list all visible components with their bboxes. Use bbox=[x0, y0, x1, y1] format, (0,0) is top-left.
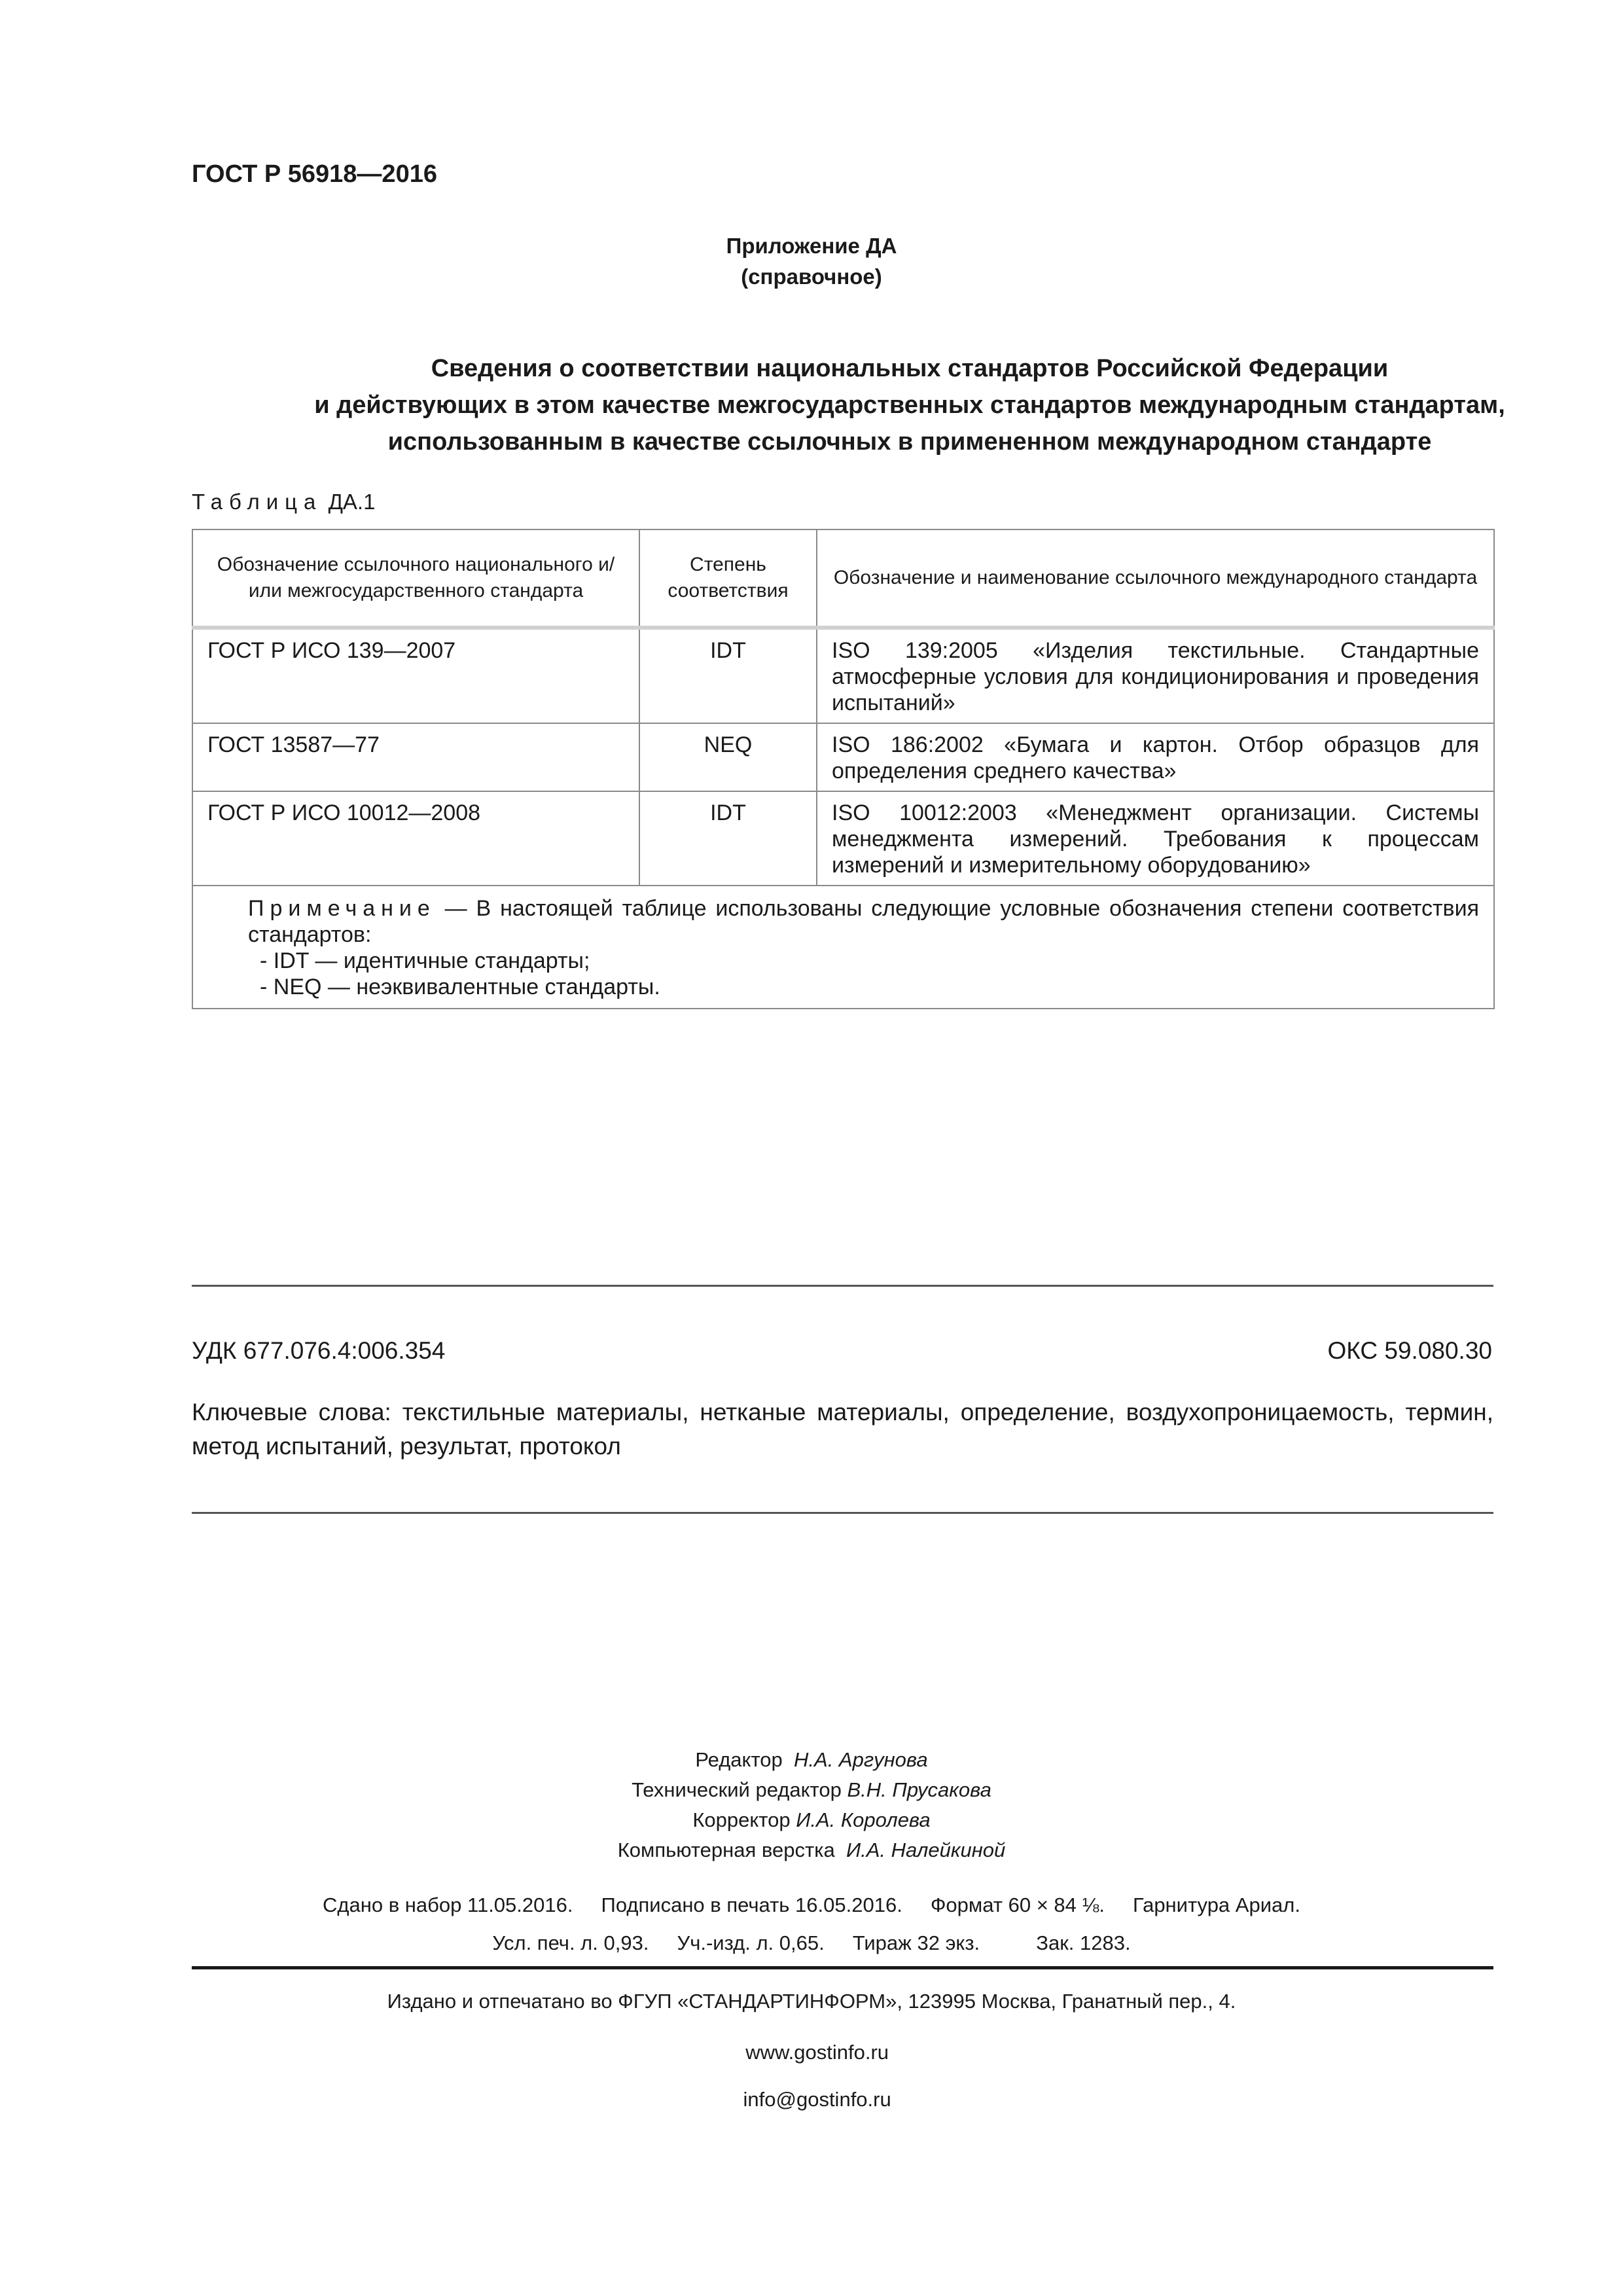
credit-role: Технический редактор bbox=[632, 1778, 842, 1801]
heading-line-1: Сведения о соответствии национальных стандартов Российской Федерации bbox=[431, 355, 1389, 382]
appendix-title: Приложение ДА bbox=[726, 234, 897, 258]
publisher-line: Издано и отпечатано во ФГУП «СТАНДАРТИНФОРМ», 123995 Москва, Гранатный пер., 4. bbox=[387, 1990, 1236, 2013]
credit-role: Редактор bbox=[695, 1748, 783, 1771]
international-standard-cell: ISO 186:2002 «Бумага и картон. Отбор образцов для определения среднего качества» bbox=[817, 723, 1494, 791]
credit-role: Корректор bbox=[692, 1808, 791, 1831]
udc-code: УДК 677.076.4:006.354 bbox=[192, 1337, 446, 1364]
credit-role: Компьютерная верстка bbox=[617, 1839, 835, 1861]
credit-technical-editor bbox=[0, 1778, 1623, 1802]
document-code: ГОСТ Р 56918—2016 bbox=[192, 160, 437, 188]
international-standard-cell: ISO 10012:2003 «Менеджмент организации. Системы менеджмента измерений. Требования к процессам измерений и измерительному оборудованию» bbox=[817, 791, 1494, 886]
international-standard-cell: ISO 139:2005 «Изделия текстильные. Стандартные атмосферные условия для кондиционирования и проведения испытаний» bbox=[817, 628, 1494, 723]
note-list-item: - IDT — идентичные стандарты; bbox=[260, 948, 590, 973]
credit-name: И.А. Налейкиной bbox=[846, 1839, 1006, 1861]
credit-name: Н.А. Аргунова bbox=[794, 1748, 928, 1771]
appendix-subtitle: (справочное) bbox=[741, 264, 882, 289]
reference-standards-table bbox=[192, 529, 1495, 1009]
section-heading bbox=[164, 350, 1623, 460]
keywords: Ключевые слова: текстильные материалы, нетканые материалы, определение, воздухопроницаемость, термин, метод испытаний, результат, протокол bbox=[192, 1399, 1493, 1460]
degree-cell: NEQ bbox=[639, 723, 817, 791]
credit-name: И.А. Королева bbox=[796, 1808, 931, 1831]
credit-layout bbox=[0, 1839, 1623, 1862]
divider bbox=[192, 1966, 1493, 1969]
print-info-line-1: Сдано в набор 11.05.2016. Подписано в печать 16.05.2016. Формат 60 × 84 ⅛. Гарнитура Ариал. bbox=[323, 1893, 1300, 1916]
table-caption bbox=[192, 490, 375, 514]
website-link[interactable]: www.gostinfo.ru bbox=[745, 2041, 889, 2064]
table-row bbox=[192, 791, 1494, 886]
table-row bbox=[192, 628, 1494, 723]
column-header-national: Обозначение ссылочного национального и/или межгосударственного стандарта bbox=[192, 529, 639, 628]
table-note-row bbox=[192, 886, 1494, 1009]
credit-editor bbox=[0, 1748, 1623, 1772]
heading-line-2: и действующих в этом качестве межгосударственных стандартов международным стандартам, bbox=[314, 391, 1505, 419]
divider bbox=[192, 1285, 1493, 1287]
national-standard-cell: ГОСТ Р ИСО 10012—2008 bbox=[192, 791, 639, 886]
credit-proofreader bbox=[0, 1808, 1623, 1832]
note-text bbox=[207, 895, 1479, 948]
note-list-item: - NEQ — неэквивалентные стандарты. bbox=[260, 975, 660, 999]
table-row bbox=[192, 723, 1494, 791]
column-header-degree: Степень соответствия bbox=[639, 529, 817, 628]
appendix-header bbox=[0, 230, 1623, 292]
print-info-line-2: Усл. печ. л. 0,93. Уч.-изд. л. 0,65. Тираж 32 экз. Зак. 1283. bbox=[492, 1931, 1131, 1954]
email-link[interactable]: info@gostinfo.ru bbox=[743, 2088, 891, 2111]
column-header-international: Обозначение и наименование ссылочного международного стандарта bbox=[817, 529, 1494, 628]
credit-name: В.Н. Прусакова bbox=[847, 1778, 991, 1801]
publisher-contacts bbox=[0, 2017, 1623, 2111]
degree-cell: IDT bbox=[639, 628, 817, 723]
table-header-row bbox=[192, 529, 1494, 628]
table-note bbox=[192, 886, 1494, 1009]
degree-cell: IDT bbox=[639, 791, 817, 886]
oks-code: ОКС 59.080.30 bbox=[1327, 1337, 1492, 1364]
heading-line-3: использованным в качестве ссылочных в примененном международном стандарте bbox=[387, 428, 1432, 456]
divider bbox=[192, 1512, 1493, 1514]
note-body: — В настоящей таблице использованы следующие условные обозначения степени соответствия стандартов: bbox=[248, 896, 1480, 947]
table-caption-label: Таблица bbox=[192, 490, 323, 514]
note-label: Примечание bbox=[248, 896, 436, 921]
national-standard-cell: ГОСТ Р ИСО 139—2007 bbox=[192, 628, 639, 723]
national-standard-cell: ГОСТ 13587—77 bbox=[192, 723, 639, 791]
table-caption-number: ДА.1 bbox=[328, 490, 376, 514]
